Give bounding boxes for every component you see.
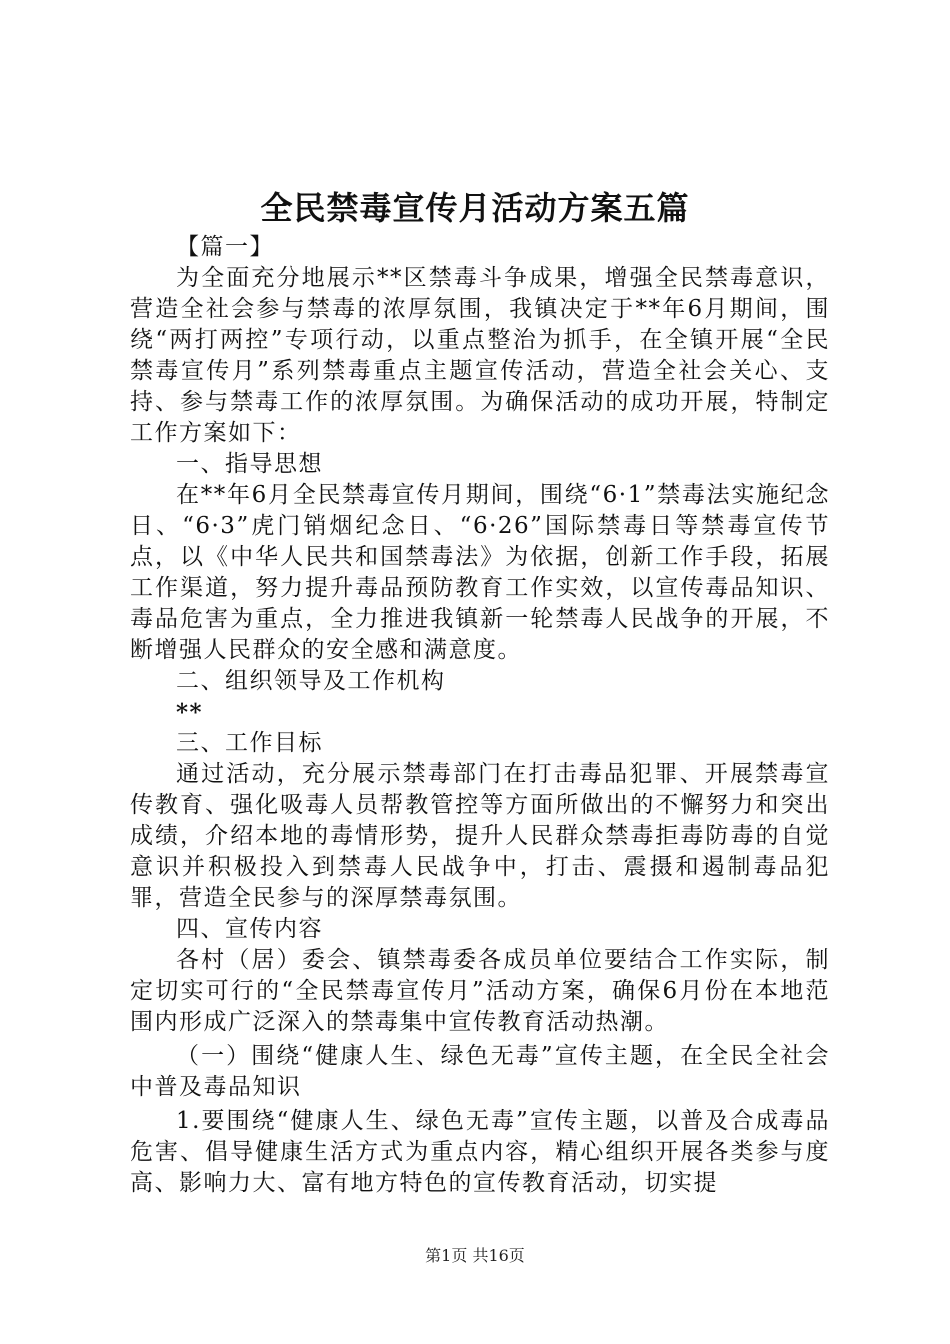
paragraph: 各村（居）委会、镇禁毒委各成员单位要结合工作实际，制定切实可行的“全民禁毒宣传月”活动方案，确保6月份在本地范围内形成广泛深入的禁毒集中宣传教育活动热潮。 xyxy=(130,947,830,1035)
paragraph: 通过活动，充分展示禁毒部门在打击毒品犯罪、开展禁毒宣传教育、强化吸毒人员帮教管控等方面所做出的不懈努力和突出成绩，介绍本地的毒情形势，提升人民群众禁毒拒毒防毒的自觉意识并积极投入到禁毒人民战争中，打击、震摄和遏制毒品犯罪，营造全民参与的深厚禁毒氛围。 xyxy=(130,761,830,911)
section-heading: 【篇一】 xyxy=(176,234,274,260)
page-footer: 第1页 共16页 xyxy=(425,1246,525,1265)
section-heading: 三、工作目标 xyxy=(176,730,323,756)
paragraph: 在**年6月全民禁毒宣传月期间，围绕“6·1”禁毒法实施纪念日、“6·3”虎门销烟纪念日、“6·26”国际禁毒日等禁毒宣传节点，以《中华人民共和国禁毒法》为依据，创新工作手段，拓展工作渠道，努力提升毒品预防教育工作实效，以宣传毒品知识、毒品危害为重点，全力推进我镇新一轮禁毒人民战争的开展，不断增强人民群众的安全感和满意度。 xyxy=(130,482,830,663)
section-heading: 一、指导思想 xyxy=(176,451,323,477)
section-heading: 四、宣传内容 xyxy=(176,916,323,942)
paragraph: 为全面充分地展示**区禁毒斗争成果，增强全民禁毒意识，营造全社会参与禁毒的浓厚氛围，我镇决定于**年6月期间，围绕“两打两控”专项行动，以重点整治为抓手，在全镇开展“全民禁毒宣传月”系列禁毒重点主题宣传活动，营造全社会关心、支持、参与禁毒工作的浓厚氛围。为确保活动的成功开展，特制定工作方案如下： xyxy=(130,265,830,446)
document-title: 全民禁毒宣传月活动方案五篇 xyxy=(260,189,690,227)
subsection-heading: （一）围绕“健康人生、绿色无毒”宣传主题，在全民全社会中普及毒品知识 xyxy=(130,1043,830,1100)
paragraph-placeholder: ** xyxy=(176,699,204,726)
paragraph: 1.要围绕“健康人生、绿色无毒”宣传主题，以普及合成毒品危害、倡导健康生活方式为重点内容，精心组织开展各类参与度高、影响力大、富有地方特色的宣传教育活动，切实提 xyxy=(130,1108,830,1196)
document-body xyxy=(130,232,830,1199)
section-heading: 二、组织领导及工作机构 xyxy=(176,668,446,694)
